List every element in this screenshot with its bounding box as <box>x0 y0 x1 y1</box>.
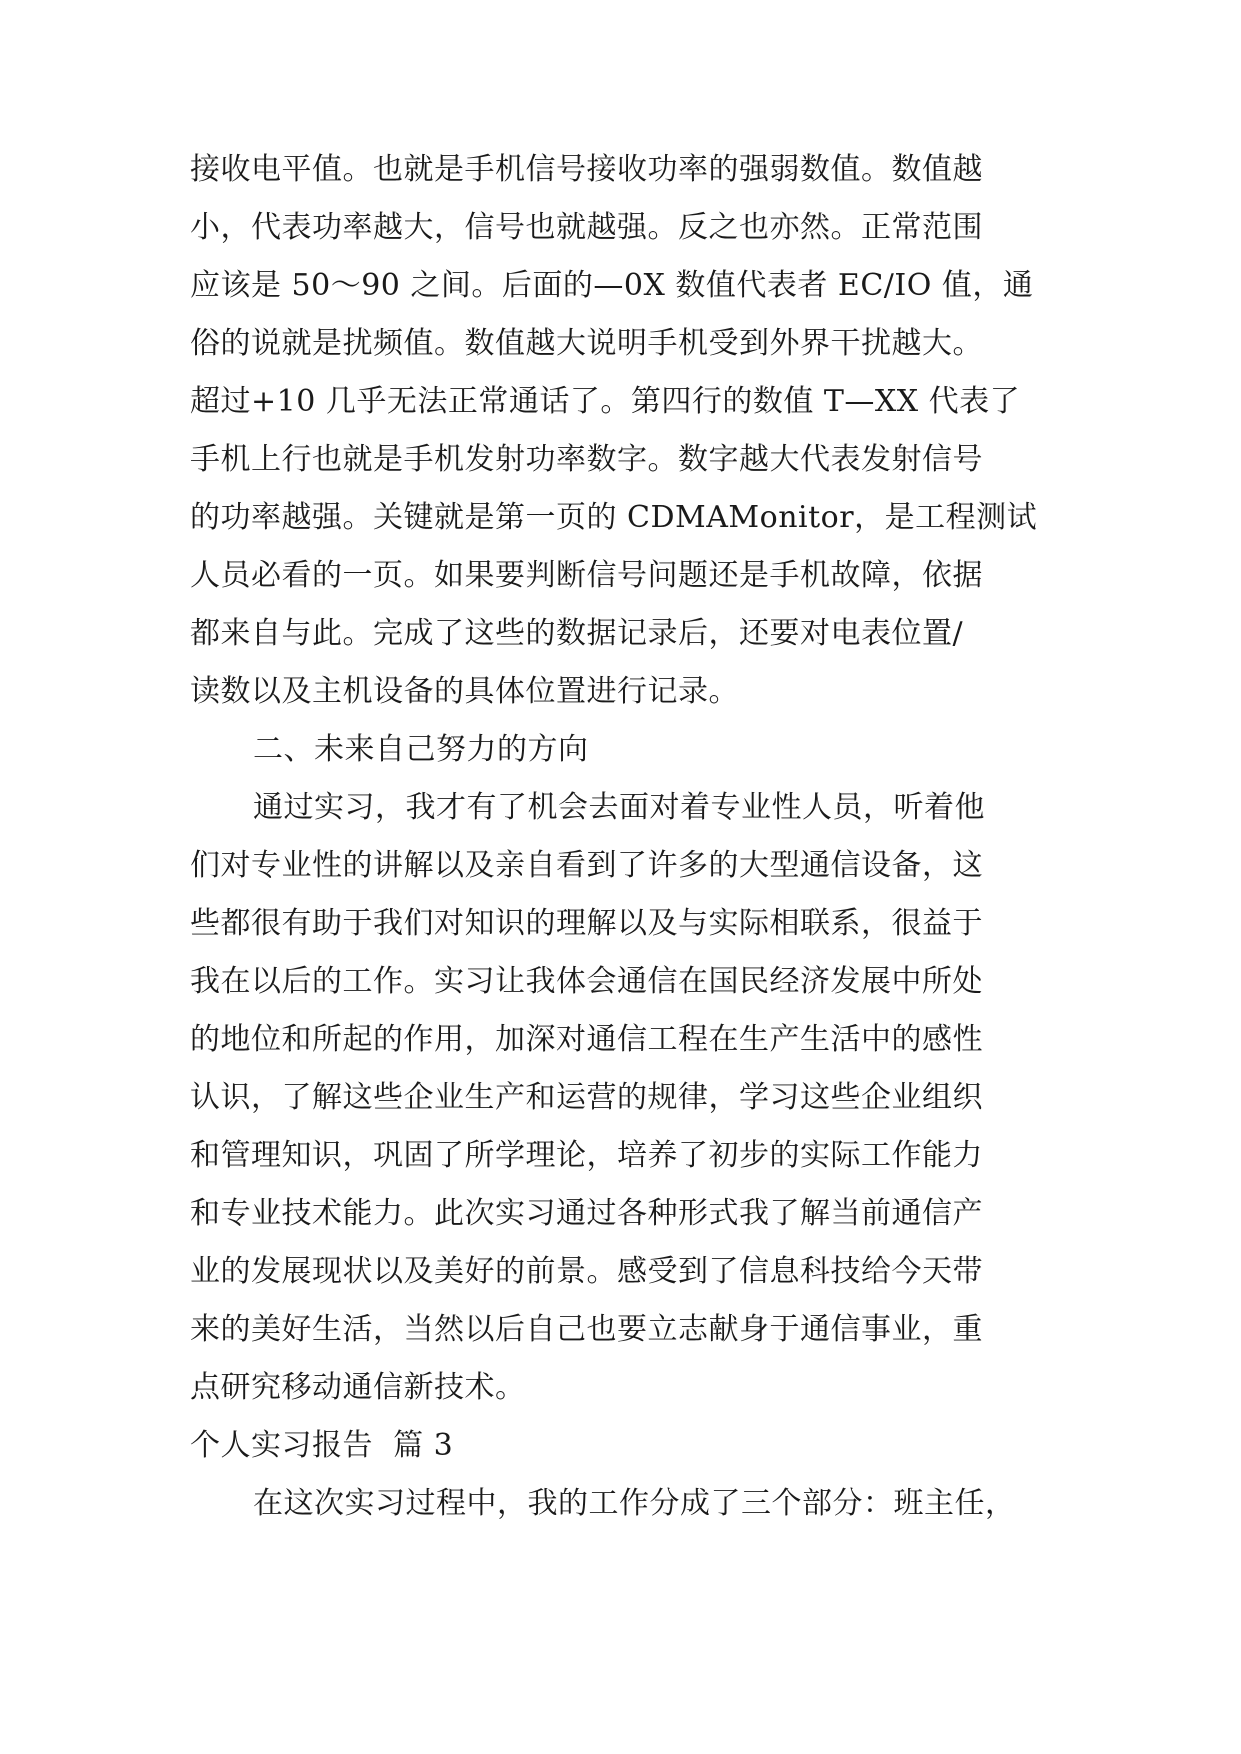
paragraph-line: 超过+10 几乎无法正常通话了。第四行的数值 T—XX 代表了 <box>190 384 1021 419</box>
paragraph-line: 和专业技术能力。此次实习通过各种形式我了解当前通信产 <box>190 1196 983 1231</box>
paragraph-line: 和管理知识，巩固了所学理论，培养了初步的实际工作能力 <box>190 1138 983 1173</box>
paragraph-line: 业的发展现状以及美好的前景。感受到了信息科技给今天带 <box>190 1254 983 1289</box>
paragraph-line: 们对专业性的讲解以及亲自看到了许多的大型通信设备，这 <box>190 848 983 883</box>
paragraph-line: 俗的说就是扰频值。数值越大说明手机受到外界干扰越大。 <box>190 326 983 361</box>
paragraph-line: 的地位和所起的作用，加深对通信工程在生产生活中的感性 <box>190 1022 983 1057</box>
paragraph-line: 在这次实习过程中，我的工作分成了三个部分：班主任， <box>253 1486 1016 1521</box>
paragraph-line: 读数以及主机设备的具体位置进行记录。 <box>190 674 739 709</box>
paragraph-line: 点研究移动通信新技术。 <box>190 1370 526 1405</box>
paragraph-line: 人员必看的一页。如果要判断信号问题还是手机故障，依据 <box>190 558 983 593</box>
paragraph-line: 来的美好生活，当然以后自己也要立志献身于通信事业，重 <box>190 1312 983 1347</box>
paragraph-line: 手机上行也就是手机发射功率数字。数字越大代表发射信号 <box>190 442 983 477</box>
paragraph-line: 我在以后的工作。实习让我体会通信在国民经济发展中所处 <box>190 964 983 999</box>
paragraph-line: 小，代表功率越大，信号也就越强。反之也亦然。正常范围 <box>190 210 983 245</box>
paragraph-line: 都来自与此。完成了这些的数据记录后，还要对电表位置/ <box>190 616 964 651</box>
section-heading: 二、未来自己努力的方向 <box>253 732 589 767</box>
paragraph-line: 应该是 50～90 之间。后面的—0X 数值代表者 EC/IO 值，通 <box>190 268 1034 303</box>
paragraph-line: 接收电平值。也就是手机信号接收功率的强弱数值。数值越 <box>190 152 983 187</box>
paragraph-line: 认识，了解这些企业生产和运营的规律，学习这些企业组织 <box>190 1080 983 1115</box>
paragraph-line: 的功率越强。关键就是第一页的 CDMAMonitor，是工程测试 <box>190 500 1038 535</box>
article-title: 个人实习报告 篇 3 <box>190 1428 454 1463</box>
paragraph-line: 通过实习，我才有了机会去面对着专业性人员，听着他 <box>253 790 985 825</box>
paragraph-line: 些都很有助于我们对知识的理解以及与实际相联系，很益于 <box>190 906 983 941</box>
